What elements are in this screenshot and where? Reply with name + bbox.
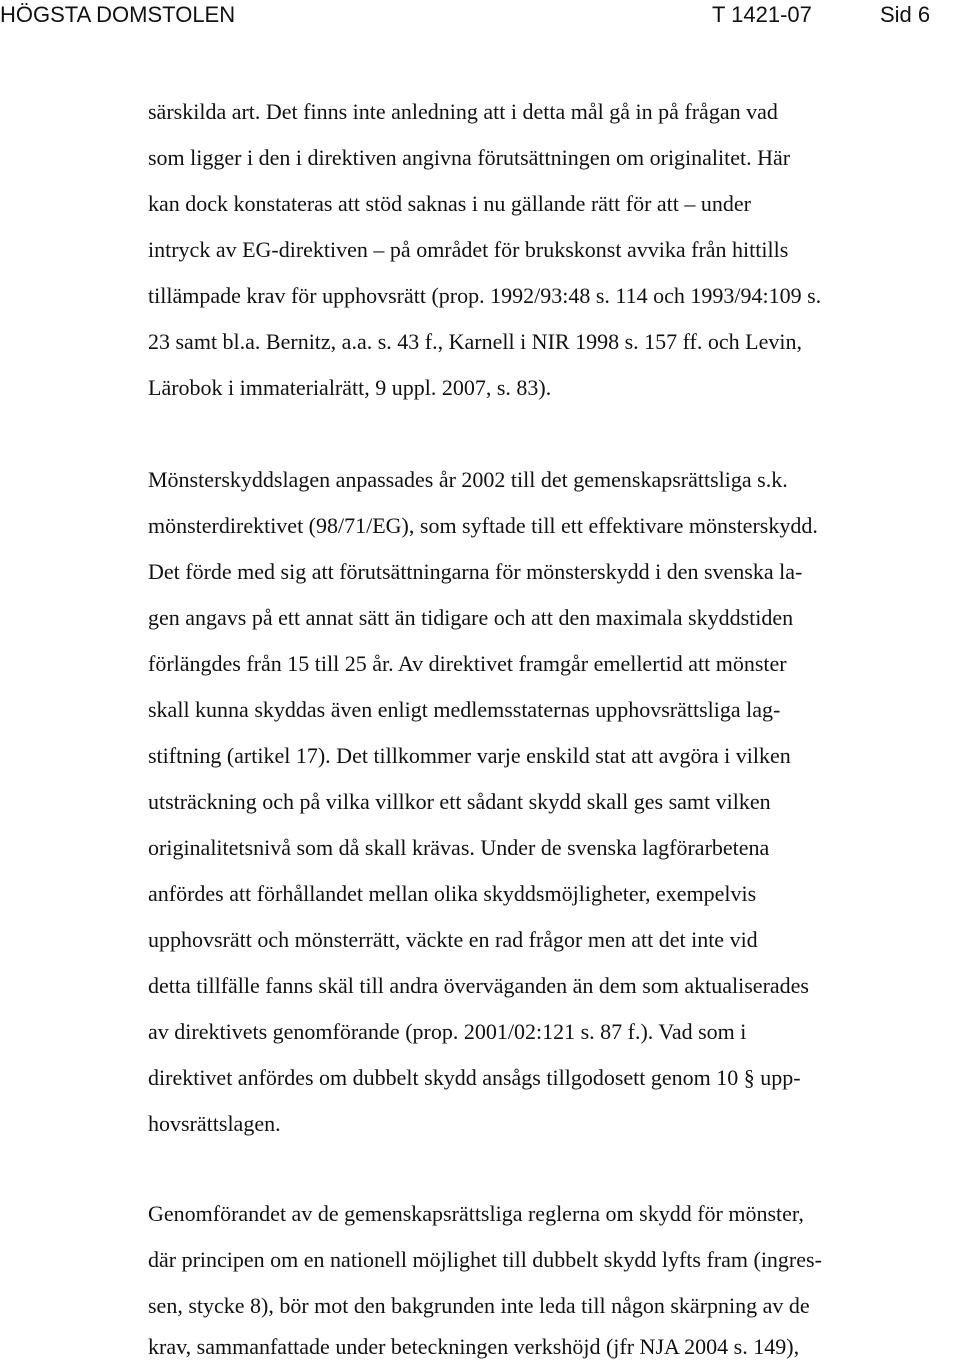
text-line: 23 samt bl.a. Bernitz, a.a. s. 43 f., Karnell i NIR 1998 s. 157 ff. och Levin, — [148, 329, 802, 354]
text-line: sen, stycke 8), bör mot den bakgrunden inte leda till någon skärpning av de — [148, 1293, 810, 1318]
case-number: T 1421-07 — [712, 2, 812, 27]
text-line: upphovsrätt och mönsterrätt, väckte en rad frågor men att det inte vid — [148, 927, 758, 952]
text-line: originalitetsnivå som då skall krävas. Under de svenska lagförarbetena — [148, 835, 770, 860]
text-line: detta tillfälle fanns skäl till andra överväganden än dem som aktualiserades — [148, 973, 809, 998]
text-line: skall kunna skyddas även enligt medlemsstaternas upphovsrättsliga lag- — [148, 697, 781, 722]
text-line: direktivet anfördes om dubbelt skydd ansågs tillgodosett genom 10 § upp- — [148, 1065, 801, 1090]
text-line: intryck av EG-direktiven – på området för brukskonst avvika från hittills — [148, 237, 789, 262]
text-line: Lärobok i immaterialrätt, 9 uppl. 2007, s. 83). — [148, 375, 552, 400]
text-line: gen angavs på ett annat sätt än tidigare och att den maximala skyddstiden — [148, 605, 794, 630]
text-line: mönsterdirektivet (98/71/EG), som syftade till ett effektivare mönsterskydd. — [148, 513, 818, 538]
text-line: stiftning (artikel 17). Det tillkommer varje enskild stat att avgöra i vilken — [148, 743, 791, 768]
text-line: som ligger i den i direktiven angivna förutsättningen om originalitet. Här — [148, 145, 791, 170]
text-line: krav, sammanfattade under beteckningen verkshöjd (jfr NJA 2004 s. 149), — [148, 1334, 800, 1359]
text-line: särskilda art. Det finns inte anledning att i detta mål gå in på frågan vad — [148, 99, 778, 124]
text-line: tillämpade krav för upphovsrätt (prop. 1992/93:48 s. 114 och 1993/94:109 s. — [148, 283, 822, 308]
text-line: av direktivets genomförande (prop. 2001/02:121 s. 87 f.). Vad som i — [148, 1019, 747, 1044]
text-line: Mönsterskyddslagen anpassades år 2002 till det gemenskapsrättsliga s.k. — [148, 467, 788, 492]
court-name: HÖGSTA DOMSTOLEN — [0, 2, 236, 27]
text-line: Genomförandet av de gemenskapsrättsliga reglerna om skydd för mönster, — [148, 1201, 804, 1226]
text-line: anfördes att förhållandet mellan olika skyddsmöjligheter, exempelvis — [148, 881, 757, 906]
text-line: förlängdes från 15 till 25 år. Av direktivet framgår emellertid att mönster — [148, 651, 787, 676]
text-line: kan dock konstateras att stöd saknas i nu gällande rätt för att – under — [148, 191, 751, 216]
text-line: Det förde med sig att förutsättningarna för mönsterskydd i den svenska la- — [148, 559, 803, 584]
text-line: utsträckning och på vilka villkor ett sådant skydd skall ges samt vilken — [148, 789, 771, 814]
text-line: där principen om en nationell möjlighet till dubbelt skydd lyfts fram (ingres- — [148, 1247, 822, 1272]
text-line: hovsrättslagen. — [148, 1111, 281, 1136]
page-number: Sid 6 — [880, 2, 931, 27]
page-header — [0, 0, 960, 30]
